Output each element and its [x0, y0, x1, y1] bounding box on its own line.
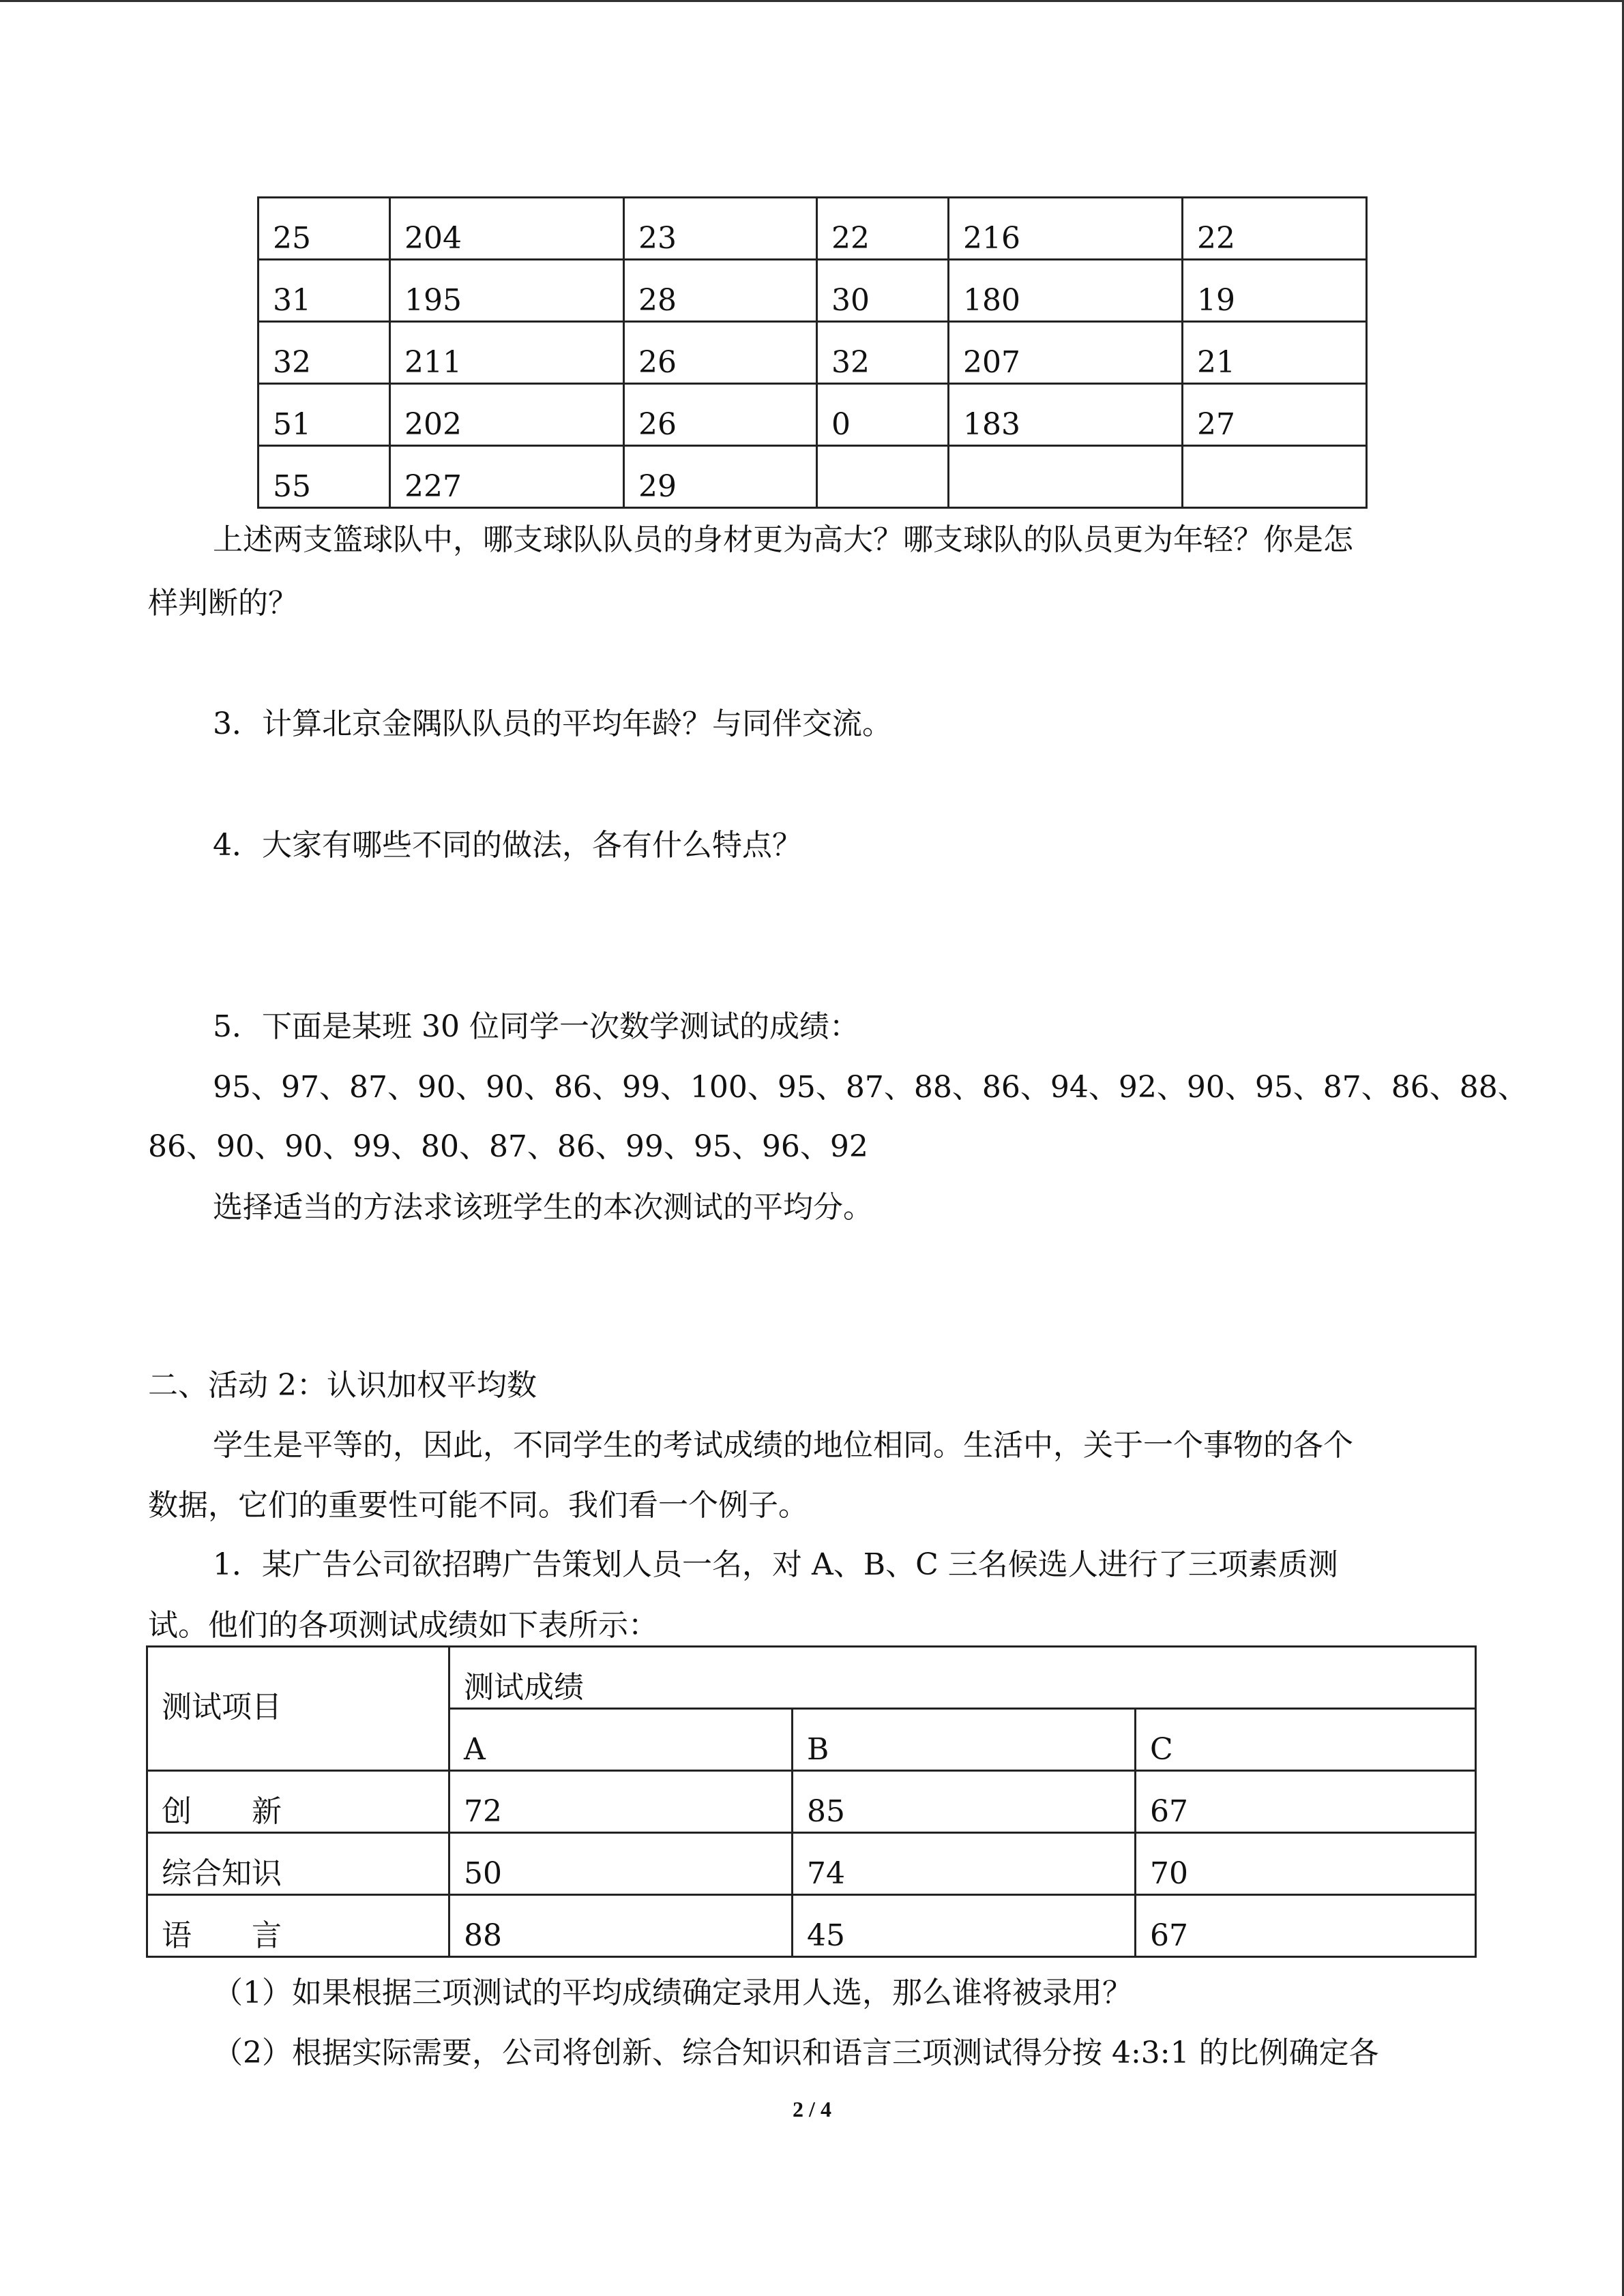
table-cell — [817, 446, 949, 508]
sub-question-2: （2）根据实际需要，公司将创新、综合知识和语言三项测试得分按 4:3:1 的比例确定各 — [213, 2036, 1379, 2070]
table-cell: 32 — [817, 322, 949, 384]
table-row — [147, 1895, 1476, 1957]
table-cell: 202 — [390, 384, 624, 446]
section-2-item1-line1: 1．某广告公司欲招聘广告策划人员一名，对 A、B、C 三名候选人进行了三项素质测 — [213, 1547, 1338, 1582]
table-cell — [1183, 446, 1367, 508]
table-cell: 26 — [624, 322, 817, 384]
question-5-intro: 5．下面是某班 30 位同学一次数学测试的成绩： — [213, 1009, 859, 1044]
table-cell: 88 — [449, 1895, 793, 1957]
sub-question-1: （1）如果根据三项测试的平均成绩确定录用人选，那么谁将被录用？ — [213, 1976, 1132, 2010]
table-row — [147, 1771, 1476, 1833]
header-test-scores: 测试成绩 — [449, 1647, 1476, 1709]
table-cell: 183 — [949, 384, 1183, 446]
table-cell: 29 — [624, 446, 817, 508]
table-row — [259, 260, 1367, 322]
question-4: 4．大家有哪些不同的做法，各有什么特点？ — [213, 828, 802, 863]
table-row — [259, 322, 1367, 384]
row-label: 语 言 — [147, 1895, 449, 1957]
table-row — [259, 198, 1367, 260]
table-cell: 30 — [817, 260, 949, 322]
table-cell: 22 — [1183, 198, 1367, 260]
section-2-para-line2: 数据，它们的重要性可能不同。我们看一个例子。 — [148, 1488, 808, 1523]
table-cell: 72 — [449, 1771, 793, 1833]
table-cell: 28 — [624, 260, 817, 322]
table-cell: 0 — [817, 384, 949, 446]
section-2-item1-line2: 试。他们的各项测试成绩如下表所示： — [148, 1608, 658, 1643]
table-cell: 180 — [949, 260, 1183, 322]
table-cell: 27 — [1183, 384, 1367, 446]
team-data-table — [257, 196, 1368, 509]
question-5-scores-line2: 86、90、90、99、80、87、86、99、95、96、92 — [148, 1129, 868, 1164]
table-cell: 31 — [259, 260, 390, 322]
table-cell: 211 — [390, 322, 624, 384]
page-top-border — [0, 0, 1624, 2]
table-cell: 19 — [1183, 260, 1367, 322]
row-label: 创 新 — [147, 1771, 449, 1833]
table-cell: 45 — [793, 1895, 1136, 1957]
table-cell: 207 — [949, 322, 1183, 384]
table-header-row — [147, 1647, 1476, 1709]
table-cell: 55 — [259, 446, 390, 508]
table-cell: 216 — [949, 198, 1183, 260]
question-5-task: 选择适当的方法求该班学生的本次测试的平均分。 — [213, 1190, 873, 1225]
row-label: 综合知识 — [147, 1833, 449, 1895]
candidate-score-table — [146, 1645, 1477, 1958]
section-2-para-line1: 学生是平等的，因此，不同学生的考试成绩的地位相同。生活中，关于一个事物的各个 — [213, 1428, 1353, 1463]
table-cell: 26 — [624, 384, 817, 446]
table-cell: 22 — [817, 198, 949, 260]
table-row — [259, 446, 1367, 508]
header-candidate-a: A — [449, 1709, 793, 1771]
table-cell: 21 — [1183, 322, 1367, 384]
table-row — [259, 384, 1367, 446]
question-basketball-line1: 上述两支篮球队中，哪支球队队员的身材更为高大？哪支球队的队员更为年轻？你是怎 — [213, 522, 1353, 557]
table-cell: 50 — [449, 1833, 793, 1895]
table-row — [147, 1833, 1476, 1895]
table-cell: 23 — [624, 198, 817, 260]
table-cell: 227 — [390, 446, 624, 508]
question-5-scores-line1: 95、97、87、90、90、86、99、100、95、87、88、86、94、92、90、95、87、86、88、 — [213, 1070, 1528, 1105]
table-cell: 51 — [259, 384, 390, 446]
question-basketball-line2: 样判断的？ — [148, 586, 298, 621]
section-2-heading: 二、活动 2：认识加权平均数 — [148, 1368, 537, 1403]
table-cell: 85 — [793, 1771, 1136, 1833]
table-cell: 25 — [259, 198, 390, 260]
table-cell — [949, 446, 1183, 508]
table-cell: 70 — [1136, 1833, 1476, 1895]
question-3: 3．计算北京金隅队队员的平均年龄？与同伴交流。 — [213, 706, 892, 741]
header-test-item: 测试项目 — [147, 1647, 449, 1771]
header-candidate-c: C — [1136, 1709, 1476, 1771]
page-number: 2 / 4 — [793, 2097, 831, 2121]
header-candidate-b: B — [793, 1709, 1136, 1771]
table-cell: 32 — [259, 322, 390, 384]
table-cell: 204 — [390, 198, 624, 260]
table-cell: 67 — [1136, 1771, 1476, 1833]
table-cell: 74 — [793, 1833, 1136, 1895]
table-cell: 195 — [390, 260, 624, 322]
table-cell: 67 — [1136, 1895, 1476, 1957]
